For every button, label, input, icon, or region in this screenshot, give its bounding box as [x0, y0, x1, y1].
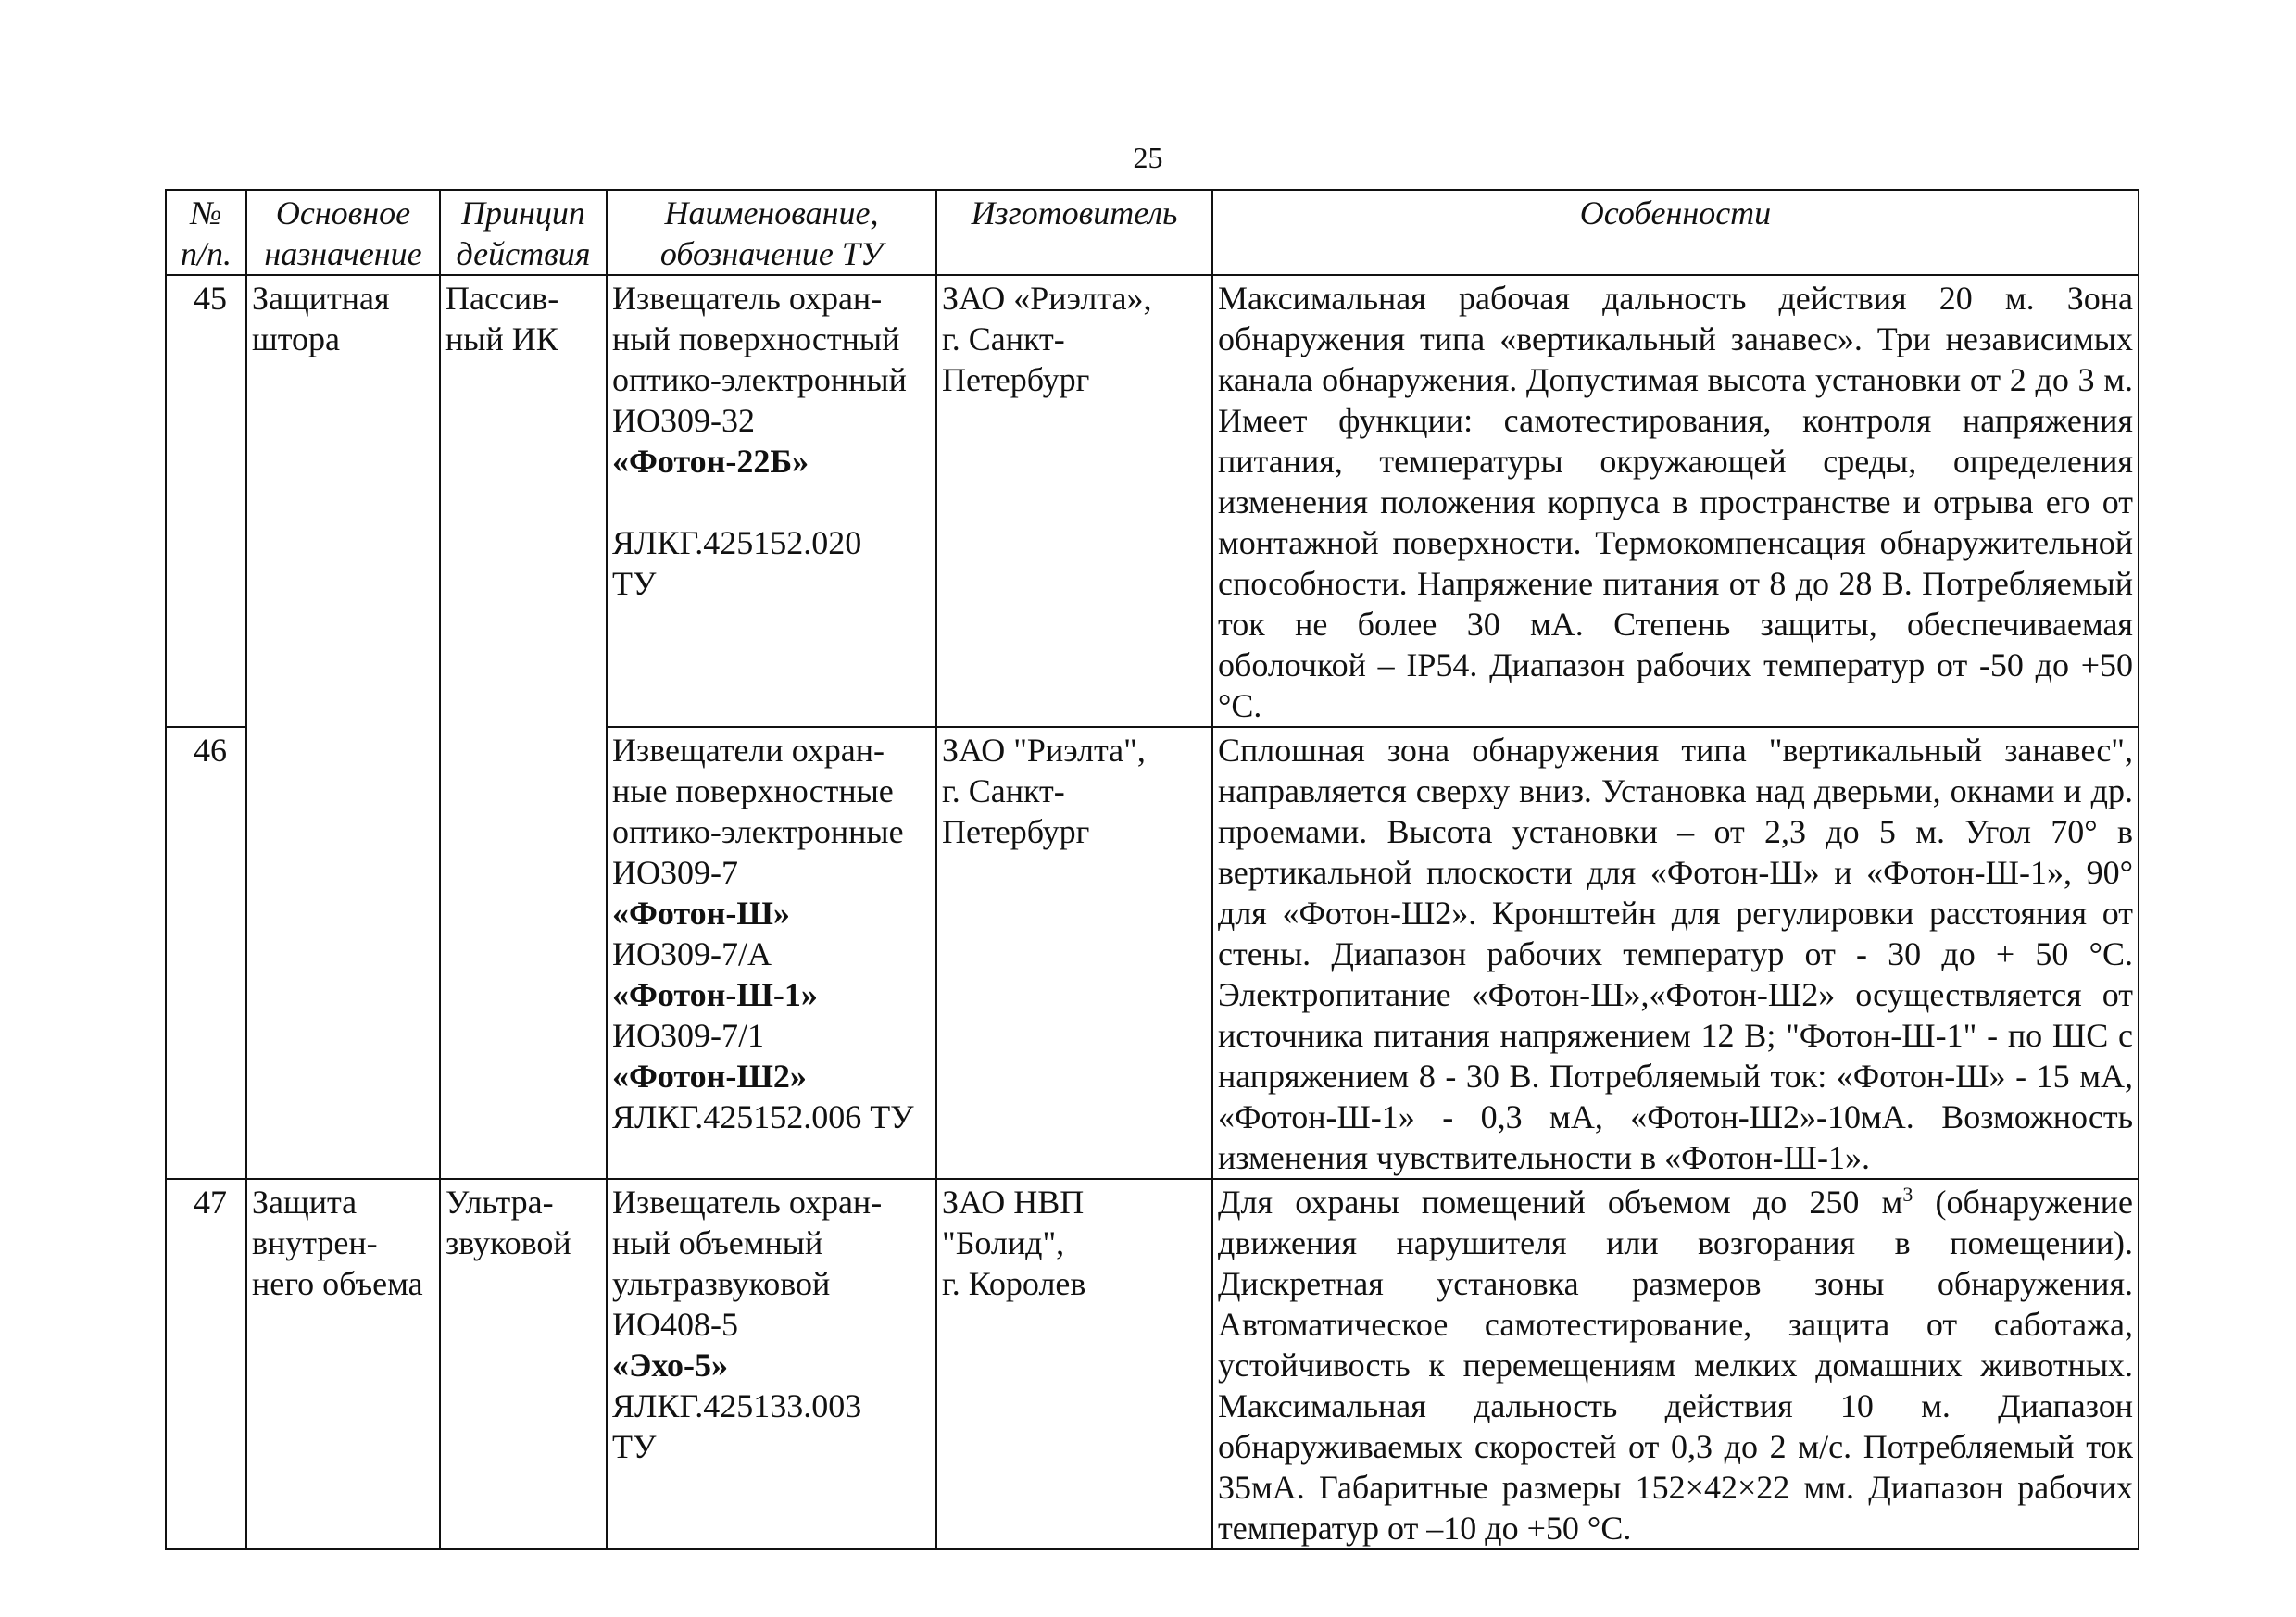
equipment-table — [165, 189, 2139, 1550]
row-number: 47 — [166, 1179, 246, 1549]
table-row — [166, 1179, 2139, 1549]
header-principle: Принцип действия — [440, 190, 607, 275]
name-cell: Извещатель охран- ный поверхностный оптико-электронный ИО309-32 «Фотон-22Б» ЯЛКГ.425152.020 ТУ — [607, 275, 936, 727]
features-cell: Максимальная рабочая дальность действия 20 м. Зона обнаружения типа «вертикальный занавес». Три независимых канала обнаружения. Допустимая высота установки от 2 до 3 м. Имеет функции: самотестирования, контроля напряжения питания, температуры окружающей среды, определения изменения положения корпуса в пространстве и отрыва его от монтажной поверхности. Термокомпенсация обнаружительной способности. Напряжение питания от 8 до 28 В. Потребляемый ток не более 30 мА. Степень защиты, обеспечиваемая оболочкой – IP54. Диапазон рабочих температур от -50 до +50 °С. — [1212, 275, 2139, 727]
principle-cell: Ультра- звуковой — [440, 1179, 607, 1549]
page-number: 25 — [1133, 141, 1163, 174]
header-purpose: Основное назначение — [246, 190, 440, 275]
header-num: № п/п. — [166, 190, 246, 275]
header-features: Особенности — [1212, 190, 2139, 275]
name-cell: Извещатель охран- ный объемный ультразвуковой ИО408-5 «Эхо-5» ЯЛКГ.425133.003 ТУ — [607, 1179, 936, 1549]
maker-cell: ЗАО «Риэлта», г. Санкт- Петербург — [936, 275, 1212, 727]
row-number: 45 — [166, 275, 246, 727]
maker-cell: ЗАО НВП "Болид", г. Королев — [936, 1179, 1212, 1549]
features-cell: Для охраны помещений объемом до 250 $м^3$ (обнаружение движения нарушителя или возгорания в помещении). Дискретная установка размеров зоны обнаружения. Автоматическое самотестирование, защита от саботажа, устойчивость к перемещениям мелких домашних животных. Максимальная дальность действия 10 м. Диапазон обнаруживаемых скоростей от 0,3 до 2 м/с. Потребляемый ток 35мА. Габаритные размеры 152×42×22 мм. Диапазон рабочих температур от –10 до +50 °С. — [1212, 1179, 2139, 1549]
superscript-cubic: 3 — [1902, 1183, 1913, 1206]
row-number: 46 — [166, 727, 246, 1179]
product-name: «Фотон-Ш-1» — [612, 976, 818, 1013]
header-maker: Изготовитель — [936, 190, 1212, 275]
purpose-cell: Защитная штора — [246, 275, 440, 1179]
table-header-row — [166, 190, 2139, 275]
table-row — [166, 275, 2139, 727]
name-cell: Извещатели охран- ные поверхностные оптико-электронные ИО309-7 «Фотон-Ш» ИО309-7/А «Фотон-Ш-1» ИО309-7/1 «Фотон-Ш2» ЯЛКГ.425152.006 ТУ — [607, 727, 936, 1179]
product-name: «Фотон-22Б» — [612, 443, 809, 480]
features-cell: Сплошная зона обнаружения типа "вертикальный занавес", направляется сверху вниз. Установка над дверьми, окнами и др. проемами. Высота установки – от 2,3 до 5 м. Угол 70° в вертикальной плоскости для «Фотон-Ш» и «Фотон-Ш-1», 90° для «Фотон-Ш2». Кронштейн для регулировки расстояния от стены. Диапазон рабочих температур от - 30 до + 50 °С. Электропитание «Фотон-Ш»,«Фотон-Ш2» осуществляется от источника питания напряжением 12 В; "Фотон-Ш-1" - по ШС с напряжением 8 - 30 В. Потребляемый ток: «Фотон-Ш» - 15 мА, «Фотон-Ш-1» - 0,3 мА, «Фотон-Ш2»-10мА. Возможность изменения чувствительности в «Фотон-Ш-1». — [1212, 727, 2139, 1179]
purpose-cell: Защита внутрен- него объема — [246, 1179, 440, 1549]
product-name: «Фотон-Ш2» — [612, 1058, 807, 1095]
product-name: «Эхо-5» — [612, 1347, 729, 1384]
header-name: Наименование, обозначение ТУ — [607, 190, 936, 275]
maker-cell: ЗАО "Риэлта", г. Санкт- Петербург — [936, 727, 1212, 1179]
product-name: «Фотон-Ш» — [612, 895, 790, 932]
principle-cell: Пассив- ный ИК — [440, 275, 607, 1179]
